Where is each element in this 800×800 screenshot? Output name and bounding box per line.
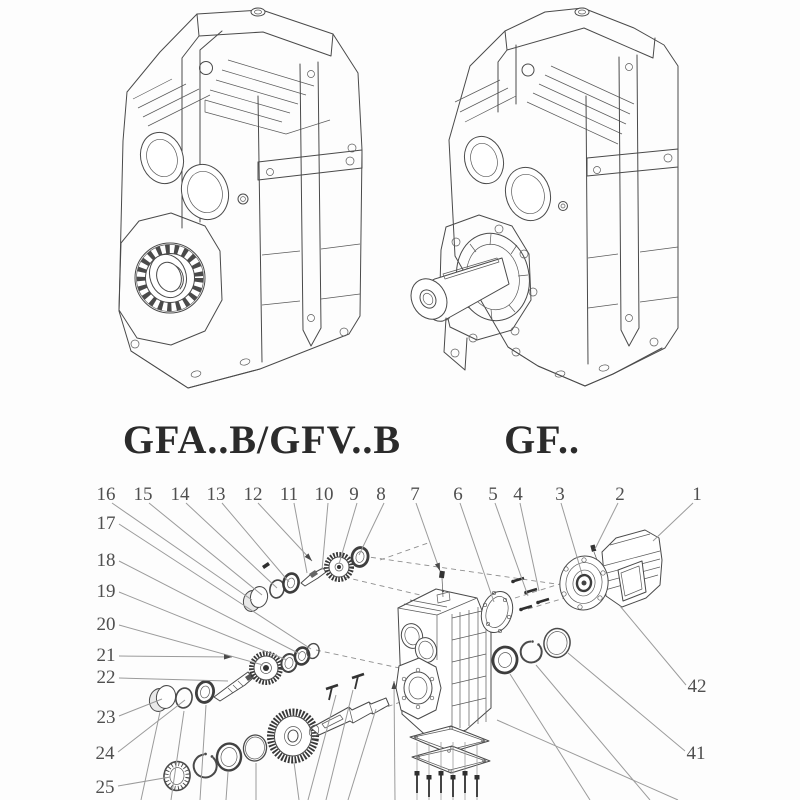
- oil-seal: [282, 572, 301, 594]
- front-bearing: [119, 213, 222, 345]
- leader-line-17: [119, 524, 311, 649]
- front-pillar: [498, 45, 516, 112]
- callout-41: 41: [686, 743, 706, 764]
- cut-leader-line-5: [294, 762, 299, 800]
- cover-bolt: [427, 742, 432, 800]
- bracket-hole: [522, 64, 534, 76]
- callout-3: 3: [555, 484, 565, 505]
- gearbox-housing: [396, 571, 491, 740]
- cooling-fins-center: [205, 60, 330, 134]
- cut-leader-line-9: [394, 681, 395, 800]
- leader-line-21: [119, 656, 232, 657]
- exploded-view: [96, 484, 707, 800]
- leader-line-1: [653, 503, 693, 541]
- upper-bores: [134, 127, 248, 226]
- callout-10: 10: [314, 484, 334, 505]
- right-panel: [586, 55, 678, 364]
- cooling-fins-left: [133, 79, 210, 126]
- leader-line-10: [322, 503, 328, 570]
- figure-left-label: GFA..B/GFV..B: [122, 417, 402, 462]
- leader-line-6: [460, 503, 494, 602]
- callout-9: 9: [349, 484, 359, 505]
- callout-12: 12: [243, 484, 263, 505]
- top-plate: [505, 28, 655, 58]
- callout-6: 6: [453, 484, 463, 505]
- callout-13: 13: [206, 484, 226, 505]
- callout-21: 21: [96, 645, 116, 666]
- callout-24: 24: [95, 743, 115, 764]
- shaft-bolts: [326, 674, 364, 700]
- left-foot-pad: [444, 318, 467, 370]
- output-shaft: [308, 698, 389, 738]
- figure-right-label: GF..: [504, 417, 580, 462]
- callout-25: 25: [95, 777, 115, 798]
- cut-leader-line-12: [497, 720, 678, 800]
- leader-line-7: [416, 503, 440, 571]
- upper-bores: [459, 131, 568, 226]
- callout-14: 14: [170, 484, 190, 505]
- cover-bolt: [475, 742, 480, 800]
- cut-leader-line-3: [226, 772, 228, 800]
- ball-bearing: [350, 546, 370, 568]
- callout-15: 15: [133, 484, 153, 505]
- callout-20: 20: [96, 614, 116, 635]
- snap-ring: [194, 755, 217, 778]
- intermediate-shaft-parts: [147, 642, 320, 713]
- leader-arrowhead: [391, 681, 396, 689]
- leader-line-20: [119, 625, 263, 665]
- callout-8: 8: [376, 484, 386, 505]
- callout-17: 17: [96, 513, 116, 534]
- right-gearbox-outline: [449, 8, 678, 386]
- figure-right-gearbox: [404, 8, 678, 386]
- callout-5: 5: [488, 484, 498, 505]
- cut-leader-line-0: [141, 712, 160, 800]
- electric-motor: [556, 530, 662, 614]
- bearing-ring: [215, 742, 243, 772]
- callout-2: 2: [615, 484, 625, 505]
- housing-output-flange: [396, 658, 441, 719]
- callout-1: 1: [692, 484, 702, 505]
- cut-leader-line-2: [200, 705, 206, 800]
- figure-left-gearbox: [119, 8, 362, 388]
- motor-shaft-stub: [582, 581, 587, 586]
- leader-line-18: [119, 561, 300, 654]
- key-pin: [262, 562, 270, 569]
- callout-23: 23: [96, 707, 116, 728]
- callout-19: 19: [96, 581, 116, 602]
- cover-bolt: [415, 742, 420, 800]
- leader-line-12: [258, 503, 312, 561]
- leader-arrowhead: [435, 563, 443, 572]
- leader-line-22: [119, 678, 228, 681]
- mounting-bolts: [511, 578, 549, 611]
- roller-bearing: [162, 760, 192, 792]
- gasket-and-cover: [410, 726, 490, 800]
- leader-line-8: [359, 503, 384, 555]
- leader-line-11: [294, 503, 307, 573]
- leader-line-16: [112, 503, 252, 600]
- callout-16: 16: [96, 484, 116, 505]
- leader-line-14: [186, 503, 277, 588]
- leader-line-41: [568, 653, 685, 751]
- top-screw: [575, 8, 589, 16]
- callout-42: 42: [687, 676, 707, 697]
- cut-leader-line-7: [326, 690, 353, 800]
- top-screw: [251, 8, 265, 16]
- callout-18: 18: [96, 550, 116, 571]
- leader-line-15: [149, 503, 262, 595]
- right-panel: [258, 62, 362, 362]
- callout-7: 7: [410, 484, 420, 505]
- callout-11: 11: [279, 484, 299, 505]
- callout-4: 4: [513, 484, 523, 505]
- bracket-hole: [200, 62, 213, 75]
- leader-line-42: [620, 606, 686, 685]
- callout-22: 22: [96, 667, 116, 688]
- cooling-fins: [455, 66, 634, 144]
- motor-side-bearing: [491, 645, 519, 675]
- cut-leader-line-10: [510, 674, 590, 800]
- bottom-foot: [444, 318, 662, 386]
- ball-bearing: [195, 680, 216, 704]
